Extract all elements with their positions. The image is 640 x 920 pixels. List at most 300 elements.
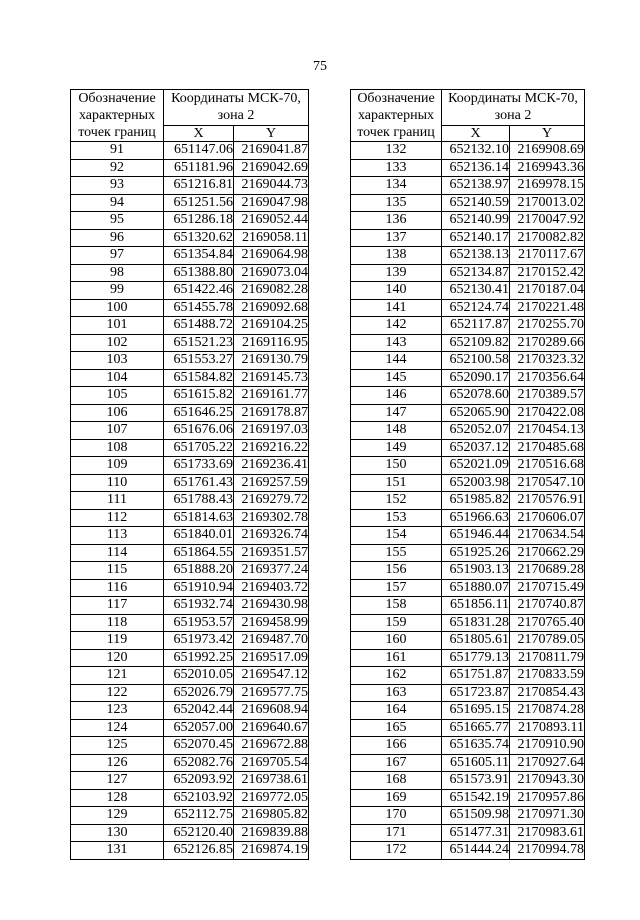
x-coordinate: 651455.78 [164,299,234,317]
point-label-header: Обозначение характерных точек границ [351,90,442,142]
table-row [351,212,585,230]
x-coordinate: 651888.20 [164,562,234,580]
x-coordinate: 652117.87 [442,317,510,335]
table-row [71,422,309,440]
table-row [71,229,309,247]
table-row [351,789,585,807]
y-coordinate: 2169073.04 [234,264,309,282]
point-number: 121 [71,667,164,685]
point-number: 94 [71,194,164,212]
point-number: 161 [351,649,442,667]
table-row [71,404,309,422]
x-coordinate: 652037.12 [442,439,510,457]
table-row [71,737,309,755]
coordinates-header: Координаты МСК-70, зона 2 [442,90,585,126]
point-number: 156 [351,562,442,580]
table-row [351,404,585,422]
x-coordinate: 652136.14 [442,159,510,177]
point-number: 126 [71,754,164,772]
x-coordinate: 652003.98 [442,474,510,492]
y-coordinate: 2169351.57 [234,544,309,562]
y-coordinate: 2169104.25 [234,317,309,335]
point-number: 111 [71,492,164,510]
y-coordinate: 2169640.67 [234,719,309,737]
point-number: 118 [71,614,164,632]
point-number: 101 [71,317,164,335]
x-coordinate: 652065.90 [442,404,510,422]
y-coordinate: 2170356.64 [510,369,585,387]
point-number: 164 [351,702,442,720]
coordinates-table-left [70,89,309,860]
x-coordinate: 651488.72 [164,317,234,335]
point-number: 153 [351,509,442,527]
x-coordinate: 651584.82 [164,369,234,387]
y-coordinate: 2170516.68 [510,457,585,475]
table-row [71,754,309,772]
table-row [71,439,309,457]
point-number: 147 [351,404,442,422]
x-column-header: X [164,125,234,141]
point-number: 143 [351,334,442,352]
y-coordinate: 2169092.68 [234,299,309,317]
point-number: 131 [71,842,164,860]
table-row [71,789,309,807]
y-coordinate: 2169430.98 [234,597,309,615]
x-column-header: X [442,125,510,141]
point-number: 166 [351,737,442,755]
point-number: 138 [351,247,442,265]
table-row [71,562,309,580]
point-number: 165 [351,719,442,737]
table-row [351,772,585,790]
table-row [71,719,309,737]
table-row [71,474,309,492]
y-coordinate: 2169458.99 [234,614,309,632]
x-coordinate: 651422.46 [164,282,234,300]
point-number: 110 [71,474,164,492]
point-number: 127 [71,772,164,790]
y-coordinate: 2170289.66 [510,334,585,352]
table-row [351,264,585,282]
table-row [71,369,309,387]
point-number: 92 [71,159,164,177]
x-coordinate: 651925.26 [442,544,510,562]
table-row [71,282,309,300]
table-row [71,842,309,860]
table-row [71,299,309,317]
x-coordinate: 652140.99 [442,212,510,230]
y-coordinate: 2169047.98 [234,194,309,212]
point-number: 135 [351,194,442,212]
y-coordinate: 2169517.09 [234,649,309,667]
y-coordinate: 2170255.70 [510,317,585,335]
x-coordinate: 652093.92 [164,772,234,790]
table-row [351,597,585,615]
point-number: 133 [351,159,442,177]
table-row [351,807,585,825]
x-coordinate: 652042.44 [164,702,234,720]
point-number: 146 [351,387,442,405]
table-row [71,387,309,405]
x-coordinate: 651856.11 [442,597,510,615]
point-number: 151 [351,474,442,492]
table-row [71,702,309,720]
y-coordinate: 2170606.07 [510,509,585,527]
table-row [71,142,309,160]
point-number: 113 [71,527,164,545]
point-number: 145 [351,369,442,387]
y-coordinate: 2170893.11 [510,719,585,737]
y-coordinate: 2169874.19 [234,842,309,860]
table-row [351,579,585,597]
x-coordinate: 652132.10 [442,142,510,160]
x-coordinate: 651521.23 [164,334,234,352]
y-coordinate: 2169116.95 [234,334,309,352]
y-coordinate: 2169052.44 [234,212,309,230]
point-number: 167 [351,754,442,772]
y-coordinate: 2170715.49 [510,579,585,597]
x-coordinate: 651251.56 [164,194,234,212]
y-coordinate: 2170117.67 [510,247,585,265]
point-number: 125 [71,737,164,755]
y-coordinate: 2169608.94 [234,702,309,720]
point-number: 124 [71,719,164,737]
table-row [351,352,585,370]
table-row [71,614,309,632]
x-coordinate: 652120.40 [164,824,234,842]
point-number: 148 [351,422,442,440]
point-number: 139 [351,264,442,282]
x-coordinate: 651831.28 [442,614,510,632]
x-coordinate: 651388.80 [164,264,234,282]
point-number: 104 [71,369,164,387]
table-row [351,842,585,860]
x-coordinate: 651953.57 [164,614,234,632]
table-row [351,719,585,737]
table-row [351,527,585,545]
page-number: 75 [313,59,327,74]
point-number: 159 [351,614,442,632]
table-row [351,544,585,562]
y-coordinate: 2170874.28 [510,702,585,720]
y-coordinate: 2169487.70 [234,632,309,650]
x-coordinate: 651910.94 [164,579,234,597]
table-row [71,509,309,527]
table-row [351,142,585,160]
y-coordinate: 2169577.75 [234,684,309,702]
y-coordinate: 2170221.48 [510,299,585,317]
point-number: 103 [71,352,164,370]
y-coordinate: 2169058.11 [234,229,309,247]
table-row [351,632,585,650]
y-coordinate: 2169705.54 [234,754,309,772]
x-coordinate: 652103.92 [164,789,234,807]
x-coordinate: 651751.87 [442,667,510,685]
point-number: 129 [71,807,164,825]
y-coordinate: 2170187.04 [510,282,585,300]
point-number: 116 [71,579,164,597]
table-row [351,754,585,772]
y-coordinate: 2169216.22 [234,439,309,457]
x-coordinate: 651723.87 [442,684,510,702]
x-coordinate: 651932.74 [164,597,234,615]
y-coordinate: 2169257.59 [234,474,309,492]
x-coordinate: 651779.13 [442,649,510,667]
point-number: 105 [71,387,164,405]
y-coordinate: 2169326.74 [234,527,309,545]
point-number: 172 [351,842,442,860]
x-coordinate: 651705.22 [164,439,234,457]
y-coordinate: 2170662.29 [510,544,585,562]
x-coordinate: 651946.44 [442,527,510,545]
y-coordinate: 2169130.79 [234,352,309,370]
y-coordinate: 2169161.77 [234,387,309,405]
y-coordinate: 2169908.69 [510,142,585,160]
point-label-header: Обозначение характерных точек границ [71,90,164,142]
y-coordinate: 2170765.40 [510,614,585,632]
x-coordinate: 652026.79 [164,684,234,702]
point-number: 149 [351,439,442,457]
point-number: 100 [71,299,164,317]
y-coordinate: 2170740.87 [510,597,585,615]
x-coordinate: 651864.55 [164,544,234,562]
x-coordinate: 651840.01 [164,527,234,545]
y-coordinate: 2169547.12 [234,667,309,685]
x-coordinate: 652134.87 [442,264,510,282]
point-number: 122 [71,684,164,702]
point-number: 168 [351,772,442,790]
y-coordinate: 2169805.82 [234,807,309,825]
x-coordinate: 652124.74 [442,299,510,317]
point-number: 154 [351,527,442,545]
point-number: 107 [71,422,164,440]
y-coordinate: 2170811.79 [510,649,585,667]
point-number: 170 [351,807,442,825]
table-row [351,422,585,440]
y-coordinate: 2170576.91 [510,492,585,510]
table-row [351,509,585,527]
x-coordinate: 651354.84 [164,247,234,265]
table-row [71,824,309,842]
x-coordinate: 651147.06 [164,142,234,160]
table-row [71,772,309,790]
point-number: 106 [71,404,164,422]
y-coordinate: 2169064.98 [234,247,309,265]
y-coordinate: 2170389.57 [510,387,585,405]
point-number: 130 [71,824,164,842]
y-coordinate: 2170957.86 [510,789,585,807]
table-row [71,352,309,370]
y-coordinate: 2170634.54 [510,527,585,545]
x-coordinate: 651320.62 [164,229,234,247]
table-row [351,649,585,667]
point-number: 108 [71,439,164,457]
table-row [351,737,585,755]
point-number: 91 [71,142,164,160]
table-row [351,824,585,842]
x-coordinate: 651880.07 [442,579,510,597]
table-row [71,264,309,282]
table-row [71,247,309,265]
x-coordinate: 651542.19 [442,789,510,807]
x-coordinate: 652070.45 [164,737,234,755]
point-number: 134 [351,177,442,195]
point-number: 119 [71,632,164,650]
x-coordinate: 652140.59 [442,194,510,212]
y-coordinate: 2169197.03 [234,422,309,440]
x-coordinate: 651444.24 [442,842,510,860]
y-coordinate: 2169772.05 [234,789,309,807]
point-number: 109 [71,457,164,475]
point-number: 128 [71,789,164,807]
y-coordinate: 2169672.88 [234,737,309,755]
point-number: 112 [71,509,164,527]
x-coordinate: 651676.06 [164,422,234,440]
y-coordinate: 2169978.15 [510,177,585,195]
point-number: 95 [71,212,164,230]
y-column-header: Y [510,125,585,141]
point-number: 162 [351,667,442,685]
point-number: 93 [71,177,164,195]
point-number: 114 [71,544,164,562]
x-coordinate: 651286.18 [164,212,234,230]
y-coordinate: 2170910.90 [510,737,585,755]
y-coordinate: 2169178.87 [234,404,309,422]
table-row [71,527,309,545]
y-coordinate: 2170485.68 [510,439,585,457]
y-coordinate: 2170013.02 [510,194,585,212]
point-number: 102 [71,334,164,352]
point-number: 136 [351,212,442,230]
table-row [351,177,585,195]
y-coordinate: 2170854.43 [510,684,585,702]
x-coordinate: 652052.07 [442,422,510,440]
x-coordinate: 652010.05 [164,667,234,685]
table-row [351,457,585,475]
table-row [71,194,309,212]
point-number: 157 [351,579,442,597]
y-coordinate: 2169236.41 [234,457,309,475]
point-number: 160 [351,632,442,650]
point-number: 144 [351,352,442,370]
x-coordinate: 651665.77 [442,719,510,737]
point-number: 158 [351,597,442,615]
point-number: 97 [71,247,164,265]
point-number: 155 [351,544,442,562]
point-number: 171 [351,824,442,842]
x-coordinate: 652021.09 [442,457,510,475]
table-row [71,317,309,335]
point-number: 99 [71,282,164,300]
y-column-header: Y [234,125,309,141]
x-coordinate: 652057.00 [164,719,234,737]
point-number: 115 [71,562,164,580]
y-coordinate: 2169279.72 [234,492,309,510]
x-coordinate: 651181.96 [164,159,234,177]
x-coordinate: 651216.81 [164,177,234,195]
x-coordinate: 652138.97 [442,177,510,195]
table-row [351,282,585,300]
coordinates-header: Координаты МСК-70, зона 2 [164,90,309,126]
point-number: 137 [351,229,442,247]
x-coordinate: 652078.60 [442,387,510,405]
y-coordinate: 2169082.28 [234,282,309,300]
table-row [351,387,585,405]
y-coordinate: 2170971.30 [510,807,585,825]
point-number: 123 [71,702,164,720]
y-coordinate: 2169145.73 [234,369,309,387]
table-row [71,667,309,685]
point-number: 117 [71,597,164,615]
x-coordinate: 651635.74 [442,737,510,755]
table-row [71,177,309,195]
x-coordinate: 651733.69 [164,457,234,475]
y-coordinate: 2169839.88 [234,824,309,842]
table-row [71,579,309,597]
table-row [71,492,309,510]
point-number: 152 [351,492,442,510]
x-coordinate: 652138.13 [442,247,510,265]
table-row [71,632,309,650]
point-number: 141 [351,299,442,317]
y-coordinate: 2170943.30 [510,772,585,790]
y-coordinate: 2169377.24 [234,562,309,580]
table-row [351,229,585,247]
x-coordinate: 651992.25 [164,649,234,667]
coordinates-table-right [350,89,585,860]
x-coordinate: 652090.17 [442,369,510,387]
x-coordinate: 651788.43 [164,492,234,510]
table-row [71,544,309,562]
x-coordinate: 651966.63 [442,509,510,527]
table-row [351,369,585,387]
table-row [71,807,309,825]
table-row [71,159,309,177]
x-coordinate: 651615.82 [164,387,234,405]
x-coordinate: 651985.82 [442,492,510,510]
point-number: 169 [351,789,442,807]
x-coordinate: 651477.31 [442,824,510,842]
x-coordinate: 652082.76 [164,754,234,772]
x-coordinate: 652109.82 [442,334,510,352]
y-coordinate: 2170422.08 [510,404,585,422]
y-coordinate: 2170082.82 [510,229,585,247]
x-coordinate: 651553.27 [164,352,234,370]
table-row [351,562,585,580]
table-row [71,212,309,230]
y-coordinate: 2170323.32 [510,352,585,370]
x-coordinate: 651646.25 [164,404,234,422]
y-coordinate: 2170983.61 [510,824,585,842]
table-row [351,667,585,685]
y-coordinate: 2169403.72 [234,579,309,597]
point-number: 163 [351,684,442,702]
table-row [351,702,585,720]
x-coordinate: 652112.75 [164,807,234,825]
point-number: 132 [351,142,442,160]
x-coordinate: 651973.42 [164,632,234,650]
table-row [351,492,585,510]
y-coordinate: 2170454.13 [510,422,585,440]
x-coordinate: 652130.41 [442,282,510,300]
y-coordinate: 2169042.69 [234,159,309,177]
x-coordinate: 652126.85 [164,842,234,860]
point-number: 140 [351,282,442,300]
y-coordinate: 2169302.78 [234,509,309,527]
x-coordinate: 651605.11 [442,754,510,772]
table-row [71,597,309,615]
table-row [351,299,585,317]
